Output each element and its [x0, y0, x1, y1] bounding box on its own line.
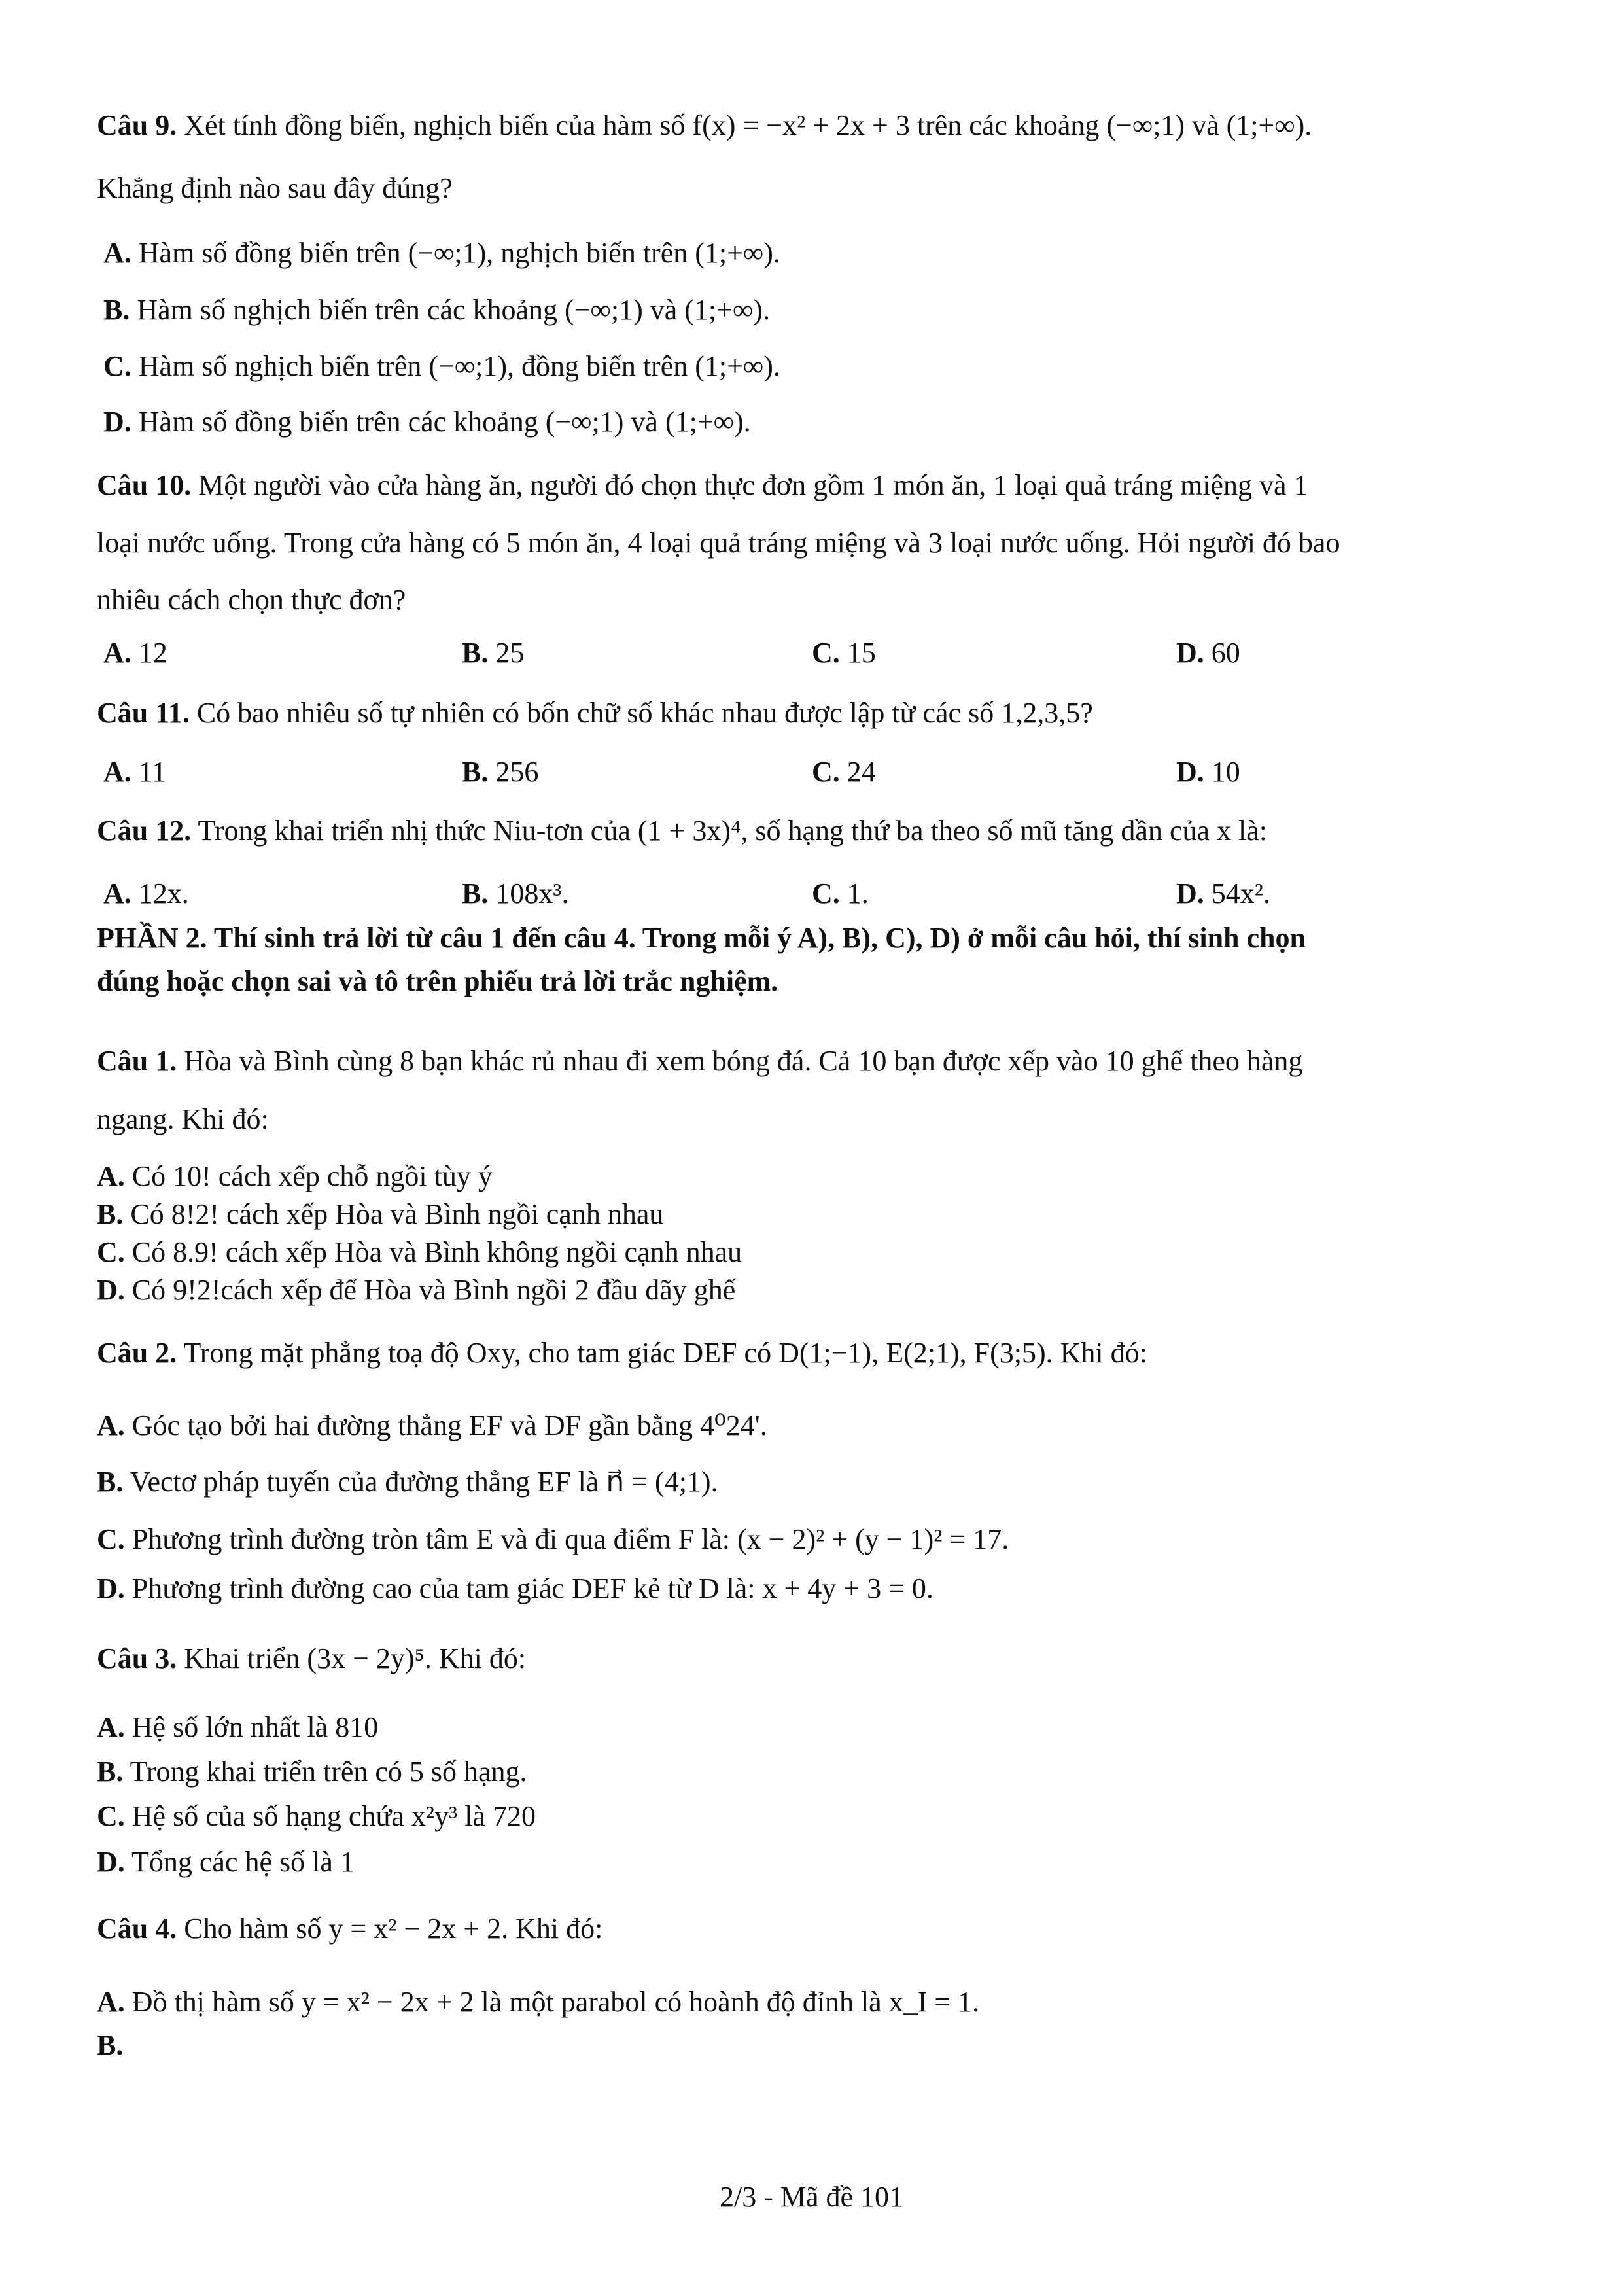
option-label: A.	[103, 237, 131, 269]
p2q2-stem-text: Trong mặt phẳng toạ độ Oxy, cho tam giác DEF có D(1;−1), E(2;1), F(3;5). Khi đó:	[183, 1337, 1147, 1369]
option-text: Có 8.9! cách xếp Hòa và Bình không ngồi cạnh nhau	[131, 1236, 742, 1268]
option-label: B.	[97, 1756, 124, 1788]
q12-option-a	[103, 874, 189, 913]
option-text: 60	[1211, 637, 1240, 669]
option-label: A.	[97, 1409, 125, 1441]
p2q4-option-a	[97, 1983, 979, 2022]
option-text: Có 9!2!cách xếp để Hòa và Bình ngồi 2 đầu dãy ghế	[131, 1274, 736, 1306]
p2q1-option-d	[97, 1271, 735, 1310]
option-label: A.	[97, 1986, 125, 2018]
option-text: Vectơ pháp tuyến của đường thẳng EF là n⃗ = (4;1).	[130, 1466, 718, 1498]
q10-stem-line2	[97, 523, 1340, 563]
option-text: 54x².	[1211, 877, 1270, 910]
option-label: A.	[97, 1711, 125, 1743]
q11-option-d	[1176, 752, 1240, 792]
option-text: 15	[846, 637, 876, 669]
option-label: A.	[103, 637, 131, 669]
option-label: D.	[1176, 637, 1204, 669]
q10-stem-line1	[97, 466, 1308, 505]
q11-label: Câu 11.	[97, 697, 190, 729]
option-text: Phương trình đường tròn tâm E và đi qua điểm F là: (x − 2)² + (y − 1)² = 17.	[131, 1523, 1009, 1555]
q12-options-row	[103, 874, 1543, 913]
option-label: D.	[97, 1846, 125, 1878]
part2-heading-line2: đúng hoặc chọn sai và tô trên phiếu trả lời trắc nghiệm.	[97, 965, 778, 997]
option-label: B.	[462, 877, 489, 910]
option-text: Hàm số đồng biến trên các khoảng (−∞;1) và (1;+∞).	[138, 406, 751, 438]
q10-label: Câu 10.	[97, 469, 192, 501]
p2q2-option-d	[97, 1569, 934, 1608]
option-text: 1.	[846, 877, 869, 910]
p2q2-label: Câu 2.	[97, 1337, 177, 1369]
option-label: B.	[97, 2029, 124, 2061]
option-label: A.	[97, 1160, 125, 1192]
p2q4-stem-line	[97, 1909, 602, 1949]
option-label: A.	[103, 756, 131, 788]
p2q2-option-c	[97, 1520, 1009, 1559]
page-footer: 2/3 - Mã đề 101	[719, 2181, 904, 2213]
p2q4-label: Câu 4.	[97, 1913, 177, 1945]
q10-option-d	[1176, 633, 1240, 673]
q9-stem-line2	[97, 169, 453, 208]
option-label: A.	[103, 877, 131, 910]
p2q1-stem-line2	[97, 1100, 269, 1139]
q11-options-row	[103, 752, 1543, 792]
p2q3-label: Câu 3.	[97, 1642, 177, 1674]
p2q1-option-b	[97, 1195, 663, 1234]
option-text: 256	[495, 756, 539, 788]
q12-option-b	[462, 874, 569, 913]
p2q1-label: Câu 1.	[97, 1045, 177, 1077]
p2q4-option-b	[97, 2026, 123, 2065]
q9-option-c	[103, 347, 780, 386]
option-text: Có 10! cách xếp chỗ ngồi tùy ý	[131, 1160, 493, 1192]
option-label: D.	[1176, 877, 1204, 910]
p2q3-option-d	[97, 1843, 355, 1882]
q12-option-d	[1176, 874, 1270, 913]
p2q1-stem-line1	[97, 1042, 1302, 1081]
q9-label: Câu 9.	[97, 109, 177, 141]
q12-stem-text: Trong khai triển nhị thức Niu-tơn của (1 + 3x)⁴, số hạng thứ ba theo số mũ tăng dần của x là:	[198, 815, 1267, 847]
option-text: Góc tạo bởi hai đường thẳng EF và DF gần bằng 4⁰24'.	[131, 1409, 767, 1441]
p2q1-stem-text-2: ngang. Khi đó:	[97, 1103, 269, 1135]
q11-option-a	[103, 752, 166, 792]
q9-stem-text-1: Xét tính đồng biến, nghịch biến của hàm số f(x) = −x² + 2x + 3 trên các khoảng (−∞;1) và (1;+∞).	[184, 109, 1312, 141]
option-text: Hệ số của số hạng chứa x²y³ là 720	[131, 1800, 536, 1832]
q11-stem-line	[97, 694, 1093, 733]
option-label: C.	[812, 877, 840, 910]
option-text: 10	[1211, 756, 1240, 788]
option-label: B.	[97, 1198, 124, 1230]
option-text: 12	[138, 637, 167, 669]
option-label: C.	[97, 1800, 125, 1832]
p2q2-stem-line	[97, 1333, 1147, 1373]
q12-stem-line	[97, 811, 1267, 851]
q10-stem-text-1: Một người vào cửa hàng ăn, người đó chọn thực đơn gồm 1 món ăn, 1 loại quả tráng miệng và 1	[198, 469, 1308, 501]
q10-stem-text-2: loại nước uống. Trong cửa hàng có 5 món ăn, 4 loại quả tráng miệng và 3 loại nước uống. Hỏi người đó bao	[97, 527, 1340, 559]
q11-option-b	[462, 752, 538, 792]
option-text: Hàm số đồng biến trên (−∞;1), nghịch biến trên (1;+∞).	[138, 237, 780, 269]
option-label: D.	[1176, 756, 1204, 788]
q12-label: Câu 12.	[97, 815, 192, 847]
option-text: Phương trình đường cao của tam giác DEF kẻ từ D là: x + 4y + 3 = 0.	[131, 1572, 934, 1604]
option-text: Đồ thị hàm số y = x² − 2x + 2 là một parabol có hoành độ đỉnh là x_I = 1.	[131, 1986, 980, 2018]
option-label: B.	[97, 1466, 124, 1498]
option-text: Hệ số lớn nhất là 810	[131, 1711, 379, 1743]
q12-option-c	[812, 874, 869, 913]
q11-option-c	[812, 752, 876, 792]
option-label: C.	[97, 1236, 125, 1268]
part2-heading-line1: PHẦN 2. Thí sinh trả lời từ câu 1 đến câu 4. Trong mỗi ý A), B), C), D) ở mỗi câu hỏi, thí sinh chọn	[97, 922, 1306, 954]
q10-option-b	[462, 633, 524, 673]
q10-stem-line3	[97, 580, 406, 620]
option-text: 108x³.	[495, 877, 569, 910]
p2q1-stem-text-1: Hòa và Bình cùng 8 bạn khác rủ nhau đi xem bóng đá. Cả 10 bạn được xếp vào 10 ghế theo hàng	[184, 1045, 1303, 1077]
option-label: D.	[97, 1274, 125, 1306]
option-label: C.	[103, 350, 131, 382]
option-label: C.	[812, 756, 840, 788]
option-text: 24	[846, 756, 876, 788]
option-label: B.	[462, 637, 489, 669]
option-label: D.	[103, 406, 131, 438]
q10-options-row	[103, 633, 1543, 673]
p2q2-option-a	[97, 1406, 767, 1445]
option-text: Trong khai triển trên có 5 số hạng.	[130, 1756, 527, 1788]
option-label: D.	[97, 1572, 125, 1604]
q9-stem-line1	[97, 106, 1312, 145]
q9-stem-text-2: Khẳng định nào sau đây đúng?	[97, 172, 453, 204]
p2q1-option-a	[97, 1157, 493, 1196]
p2q3-option-c	[97, 1797, 536, 1836]
option-text: Hàm số nghịch biến trên (−∞;1), đồng biến trên (1;+∞).	[138, 350, 780, 382]
option-label: B.	[462, 756, 489, 788]
q9-option-b	[103, 291, 770, 330]
option-text: 11	[138, 756, 167, 788]
option-text: Hàm số nghịch biến trên các khoảng (−∞;1) và (1;+∞).	[137, 294, 770, 326]
option-text: 12x.	[138, 877, 189, 910]
p2q2-option-b	[97, 1462, 718, 1502]
option-label: C.	[97, 1523, 125, 1555]
p2q1-option-c	[97, 1233, 742, 1272]
p2q3-option-b	[97, 1752, 527, 1792]
q9-option-d	[103, 402, 751, 442]
p2q3-option-a	[97, 1708, 378, 1747]
option-text: Có 8!2! cách xếp Hòa và Bình ngồi cạnh nhau	[130, 1198, 664, 1230]
q10-option-a	[103, 633, 167, 673]
option-text: Tổng các hệ số là 1	[131, 1846, 355, 1878]
p2q3-stem-line	[97, 1639, 526, 1678]
p2q4-stem-text: Cho hàm số y = x² − 2x + 2. Khi đó:	[184, 1913, 603, 1945]
p2q3-stem-text: Khai triển (3x − 2y)⁵. Khi đó:	[184, 1642, 527, 1674]
option-label: C.	[812, 637, 840, 669]
q10-option-c	[812, 633, 876, 673]
option-label: B.	[103, 294, 130, 326]
q11-stem-text: Có bao nhiêu số tự nhiên có bốn chữ số khác nhau được lập từ các số 1,2,3,5?	[196, 697, 1093, 729]
q9-option-a	[103, 234, 780, 273]
option-text: 25	[495, 637, 525, 669]
q10-stem-text-3: nhiêu cách chọn thực đơn?	[97, 584, 406, 616]
